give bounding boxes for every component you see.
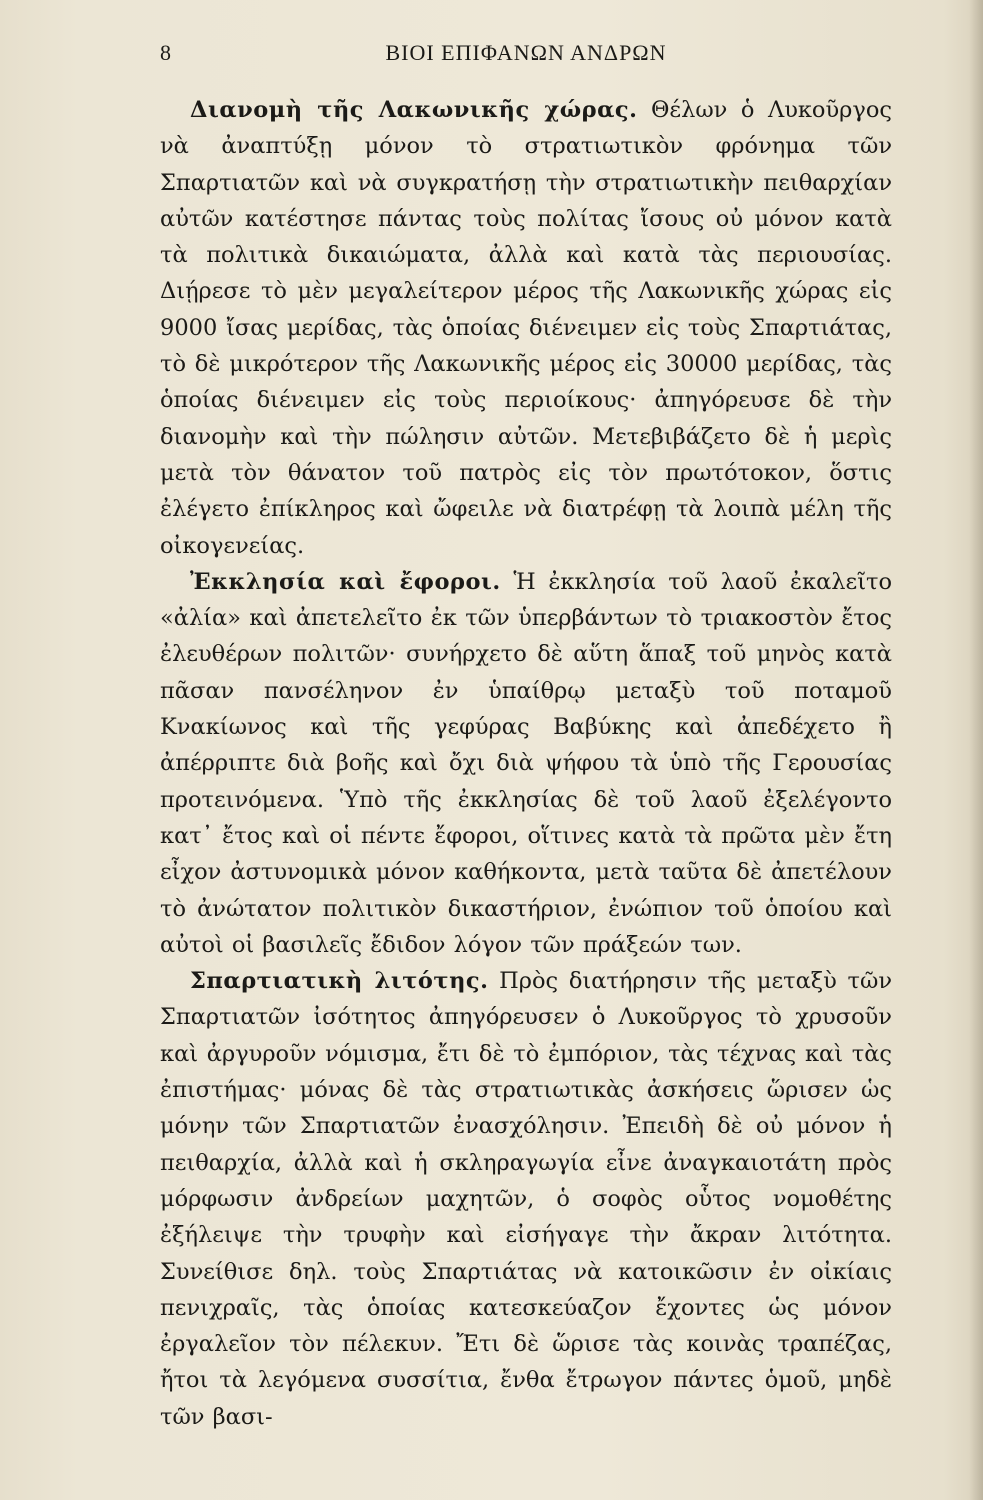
paragraph-assembly (160, 564, 892, 963)
paragraph-text-distribution: Θέλων ὁ Λυκοῦργος νὰ ἀναπτύξῃ μόνον τὸ στρατιωτικὸν φρόνημα τῶν Σπαρτιατῶν καὶ νὰ συγκρατήσῃ τὴν στρατιωτικὴν πειθαρχίαν αὐτῶν κατέστησε πάντας τοὺς πολίτας ἴσους οὐ μόνον κατὰ τὰ πολιτικὰ δικαιώματα, ἀλλὰ καὶ κατὰ τὰς περιουσίας. Διῄρεσε τὸ μὲν μεγαλείτερον μέρος τῆς Λακωνικῆς χώρας εἰς 9000 ἴσας μερίδας, τὰς ὁποίας διένειμεν εἰς τοὺς Σπαρτιάτας, τὸ δὲ μικρότερον τῆς Λακωνικῆς μέρος εἰς 30000 μερίδας, τὰς ὁποίας διένειμεν εἰς τοὺς περιοίκους· ἀπηγόρευσε δὲ τὴν διανομὴν καὶ τὴν πώλησιν αὐτῶν. Μετεβιβάζετο δὲ ἡ μερὶς μετὰ τὸν θάνατον τοῦ πατρὸς εἰς τὸν πρωτότοκον, ὅστις ἐλέγετο ἐπίκληρος καὶ ὤφειλε νὰ διατρέφῃ τὰ λοιπὰ μέλη τῆς οἰκογενείας. (160, 97, 892, 559)
section-heading-distribution: Διανομὴ τῆς Λακωνικῆς χώρας. (190, 97, 638, 123)
page-header (160, 40, 892, 80)
section-heading-austerity: Σπαρτιατικὴ λιτότης. (190, 968, 489, 995)
running-title: ΒΙΟΙ ΕΠΙΦΑΝΩΝ ΑΝΔΡΩΝ (385, 40, 667, 65)
paragraph-austerity (160, 963, 892, 1435)
paragraph-distribution (160, 92, 892, 564)
paragraph-text-austerity: Πρὸς διατήρησιν τῆς μεταξὺ τῶν Σπαρτιατῶν ἰσότητος ἀπηγόρευσεν ὁ Λυκοῦργος τὸ χρυσοῦν καὶ ἀργυροῦν νόμισμα, ἔτι δὲ τὸ ἐμπόριον, τὰς τέχνας καὶ τὰς ἐπιστήμας· μόνας δὲ τὰς στρατιωτικὰς ἀσκήσεις ὥρισεν ὡς μόνην τῶν Σπαρτιατῶν ἐνασχόλησιν. Ἐπειδὴ δὲ οὐ μόνον ἡ πειθαρχία, ἀλλὰ καὶ ἡ σκληραγωγία εἶνε ἀναγκαιοτάτη πρὸς μόρφωσιν ἀνδρείων μαχητῶν, ὁ σοφὸς οὗτος νομοθέτης ἐξήλειψε τὴν τρυφὴν καὶ εἰσήγαγε τὴν ἄκραν λιτότητα. Συνείθισε δηλ. τοὺς Σπαρτιάτας νὰ κατοικῶσιν ἐν οἰκίαις πενιχραῖς, τὰς ὁποίας κατεσκεύαζον ἔχοντες ὡς μόνον ἐργαλεῖον τὸν πέλεκυν. Ἔτι δὲ ὥρισε τὰς κοινὰς τραπέζας, ἤτοι τὰ λεγόμενα συσσίτια, ἔνθα ἔτρωγον πάντες ὁμοῦ, μηδὲ τῶν βασι- (160, 968, 892, 1430)
section-heading-assembly: Ἐκκλησία καὶ ἔφοροι. (190, 568, 501, 595)
body-text (160, 92, 892, 1435)
paragraph-text-assembly: Ἡ ἐκκλησία τοῦ λαοῦ ἐκαλεῖτο «ἀλία» καὶ ἀπετελεῖτο ἐκ τῶν ὑπερβάντων τὸ τριακοστὸν ἔτος ἐλευθέρων πολιτῶν· συνήρχετο δὲ αὕτη ἅπαξ τοῦ μηνὸς κατὰ πᾶσαν πανσέληνον ἐν ὑπαίθρῳ μεταξὺ τοῦ ποταμοῦ Κνακίωνος καὶ τῆς γεφύρας Βαβύκης καὶ ἀπεδέχετο ἢ ἀπέρριπτε διὰ βοῆς καὶ ὄχι διὰ ψήφου τὰ ὑπὸ τῆς Γερουσίας προτεινόμενα. Ὑπὸ τῆς ἐκκλησίας δὲ τοῦ λαοῦ ἐξελέγοντο κατ᾿ ἔτος καὶ οἱ πέντε ἔφοροι, οἵτινες κατὰ τὰ πρῶτα μὲν ἔτη εἶχον ἀστυνομικὰ μόνον καθήκοντα, μετὰ ταῦτα δὲ ἀπετέλουν τὸ ἀνώτατον πολιτικὸν δικαστήριον, ἐνώπιον τοῦ ὁποίου καὶ αὐτοὶ οἱ βασιλεῖς ἔδιδον λόγον τῶν πράξεών των. (160, 568, 893, 958)
page-edge-shadow (969, 0, 983, 1500)
page-number: 8 (160, 40, 171, 65)
